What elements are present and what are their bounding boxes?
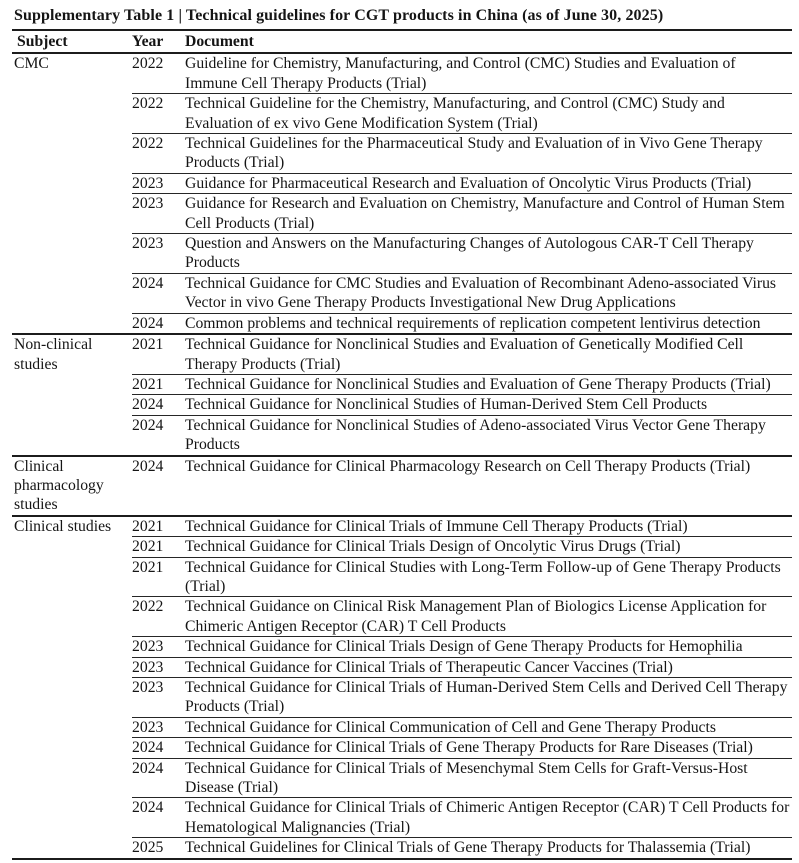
year-cell: 2024 [132, 273, 185, 313]
table-row [12, 456, 792, 516]
year-cell: 2022 [132, 94, 185, 134]
document-cell: Technical Guidelines for the Pharmaceutical Study and Evaluation of in Vivo Gene Therapy Products (Trial) [185, 134, 792, 174]
document-cell: Technical Guidance for Clinical Communication of Cell and Gene Therapy Products [185, 717, 792, 737]
year-cell: 2023 [132, 637, 185, 657]
document-cell: Technical Guidance for Clinical Trials of Immune Cell Therapy Products (Trial) [185, 516, 792, 537]
year-cell: 2022 [132, 53, 185, 93]
col-header-year: Year [132, 30, 185, 53]
document-cell: Technical Guidance for Clinical Pharmacology Research on Cell Therapy Products (Trial) [185, 456, 792, 516]
year-cell: 2021 [132, 537, 185, 557]
document-cell: Question and Answers on the Manufacturing Changes of Autologous CAR-T Cell Therapy Products [185, 234, 792, 274]
year-cell: 2024 [132, 395, 185, 415]
document-cell: Technical Guidance on Clinical Risk Management Plan of Biologics License Application for Chimeric Antigen Receptor (CAR) T Cell Products [185, 597, 792, 637]
year-cell: 2023 [132, 678, 185, 718]
year-cell: 2022 [132, 597, 185, 637]
table-row [12, 334, 792, 374]
year-cell: 2024 [132, 415, 185, 455]
year-cell: 2021 [132, 516, 185, 537]
document-cell: Technical Guidance for Clinical Trials of Human-Derived Stem Cells and Derived Cell Therapy Products (Trial) [185, 678, 792, 718]
year-cell: 2022 [132, 134, 185, 174]
year-cell: 2024 [132, 313, 185, 334]
year-cell: 2021 [132, 557, 185, 597]
year-cell: 2023 [132, 234, 185, 274]
year-cell: 2023 [132, 173, 185, 193]
document-cell: Technical Guidance for CMC Studies and Evaluation of Recombinant Adeno-associated Virus Vector in vivo Gene Therapy Products Investigational New Drug Applications [185, 273, 792, 313]
col-header-subject: Subject [12, 30, 132, 53]
document-cell: Technical Guidance for Clinical Trials of Therapeutic Cancer Vaccines (Trial) [185, 657, 792, 677]
year-cell: 2024 [132, 738, 185, 758]
document-cell: Guidance for Research and Evaluation on Chemistry, Manufacture and Control of Human Stem Cell Products (Trial) [185, 194, 792, 234]
year-cell: 2024 [132, 758, 185, 798]
year-cell: 2024 [132, 798, 185, 838]
document-cell: Guideline for Chemistry, Manufacturing, and Control (CMC) Studies and Evaluation of Immune Cell Therapy Products (Trial) [185, 53, 792, 93]
year-cell: 2021 [132, 334, 185, 374]
subject-cell: Clinical studies [12, 516, 132, 859]
document-cell: Technical Guidelines for Clinical Trials of Gene Therapy Products for Thalassemia (Trial) [185, 838, 792, 859]
year-cell: 2024 [132, 456, 185, 516]
year-cell: 2023 [132, 717, 185, 737]
document-cell: Technical Guidance for Nonclinical Studies and Evaluation of Gene Therapy Products (Trial) [185, 374, 792, 394]
table-row [12, 516, 792, 537]
year-cell: 2025 [132, 838, 185, 859]
document-cell: Technical Guidance for Clinical Trials of Mesenchymal Stem Cells for Graft-Versus-Host Disease (Trial) [185, 758, 792, 798]
document-cell: Technical Guidance for Nonclinical Studies and Evaluation of Genetically Modified Cell Therapy Products (Trial) [185, 334, 792, 374]
document-cell: Technical Guidance for Clinical Trials Design of Gene Therapy Products for Hemophilia [185, 637, 792, 657]
document-cell: Technical Guidance for Clinical Studies with Long-Term Follow-up of Gene Therapy Products (Trial) [185, 557, 792, 597]
document-cell: Technical Guidance for Clinical Trials of Gene Therapy Products for Rare Diseases (Trial) [185, 738, 792, 758]
document-cell: Technical Guidance for Nonclinical Studies of Human-Derived Stem Cell Products [185, 395, 792, 415]
document-cell: Technical Guidance for Clinical Trials of Chimeric Antigen Receptor (CAR) T Cell Products for Hematological Malignancies (Trial) [185, 798, 792, 838]
subject-cell: Clinical pharmacology studies [12, 456, 132, 516]
year-cell: 2023 [132, 657, 185, 677]
document-cell: Technical Guidance for Clinical Trials Design of Oncolytic Virus Drugs (Trial) [185, 537, 792, 557]
table-row [12, 53, 792, 93]
col-header-document: Document [185, 30, 792, 53]
subject-cell: CMC [12, 53, 132, 334]
table-title: Supplementary Table 1 | Technical guidelines for CGT products in China (as of June 30, 2025) [14, 7, 664, 24]
document-cell: Technical Guidance for Nonclinical Studies of Adeno-associated Virus Vector Gene Therapy Products [185, 415, 792, 455]
table-body [12, 53, 792, 858]
subject-cell: Non-clinical studies [12, 334, 132, 455]
document-cell: Guidance for Pharmaceutical Research and Evaluation of Oncolytic Virus Products (Trial) [185, 173, 792, 193]
document-cell: Common problems and technical requirements of replication competent lentivirus detection [185, 313, 792, 334]
year-cell: 2023 [132, 194, 185, 234]
guidelines-table [12, 29, 792, 860]
header-row [12, 30, 792, 53]
document-cell: Technical Guideline for the Chemistry, Manufacturing, and Control (CMC) Study and Evaluation of ex vivo Gene Modification System (Trial) [185, 94, 792, 134]
year-cell: 2021 [132, 374, 185, 394]
